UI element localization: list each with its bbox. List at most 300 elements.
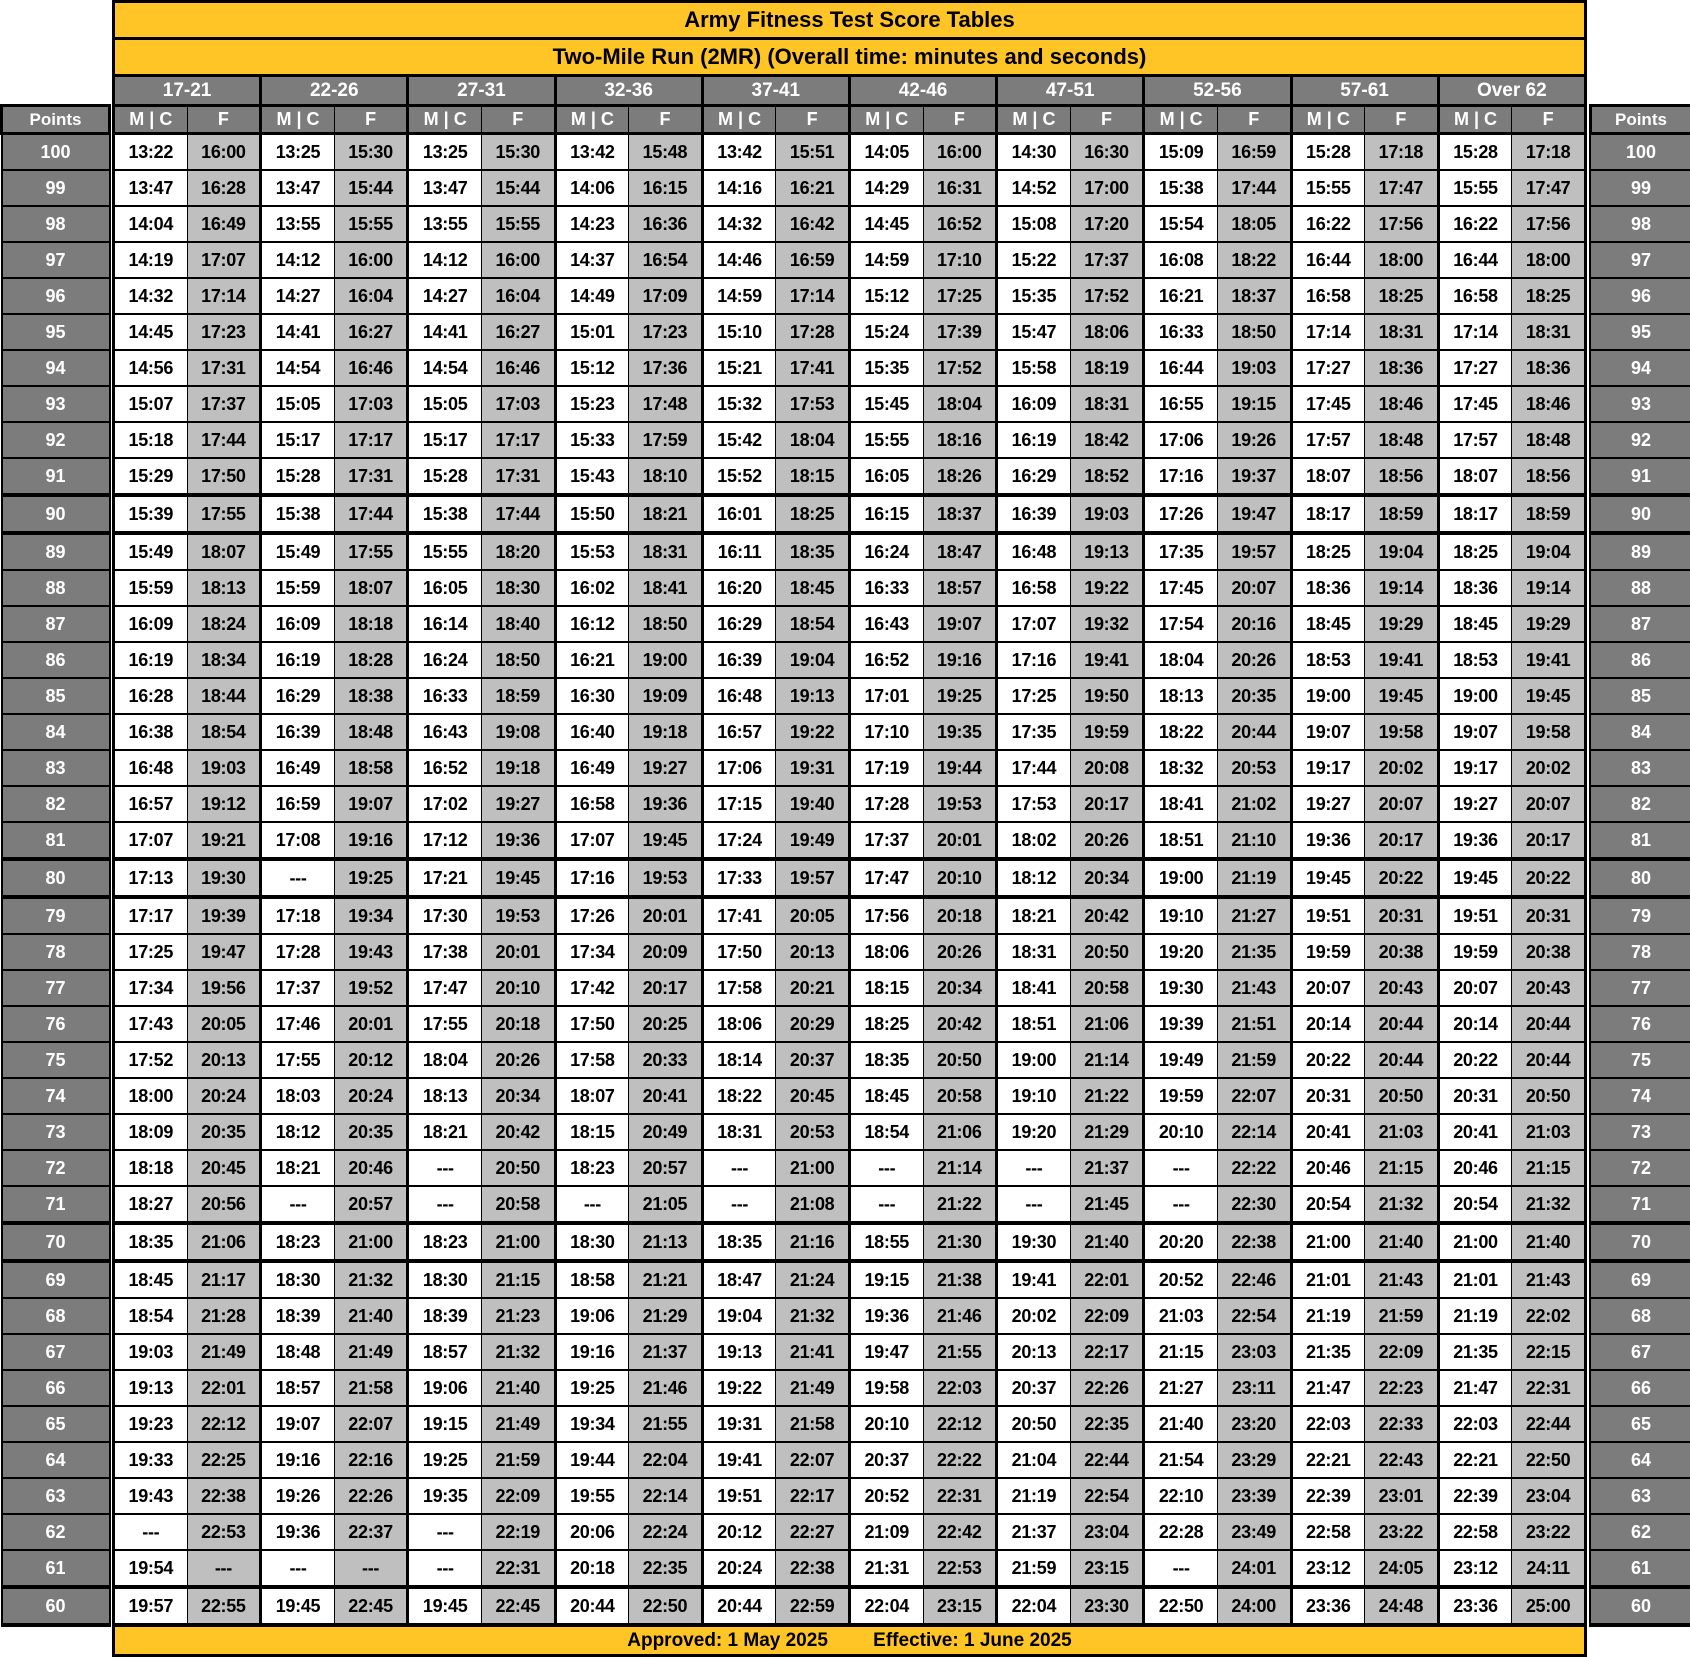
points-cell: 62 xyxy=(1590,1514,1690,1550)
time-cell: 20:41 xyxy=(1291,1114,1365,1150)
points-cell: 78 xyxy=(2,934,110,970)
time-cell: 15:24 xyxy=(849,314,923,350)
time-cell: 16:54 xyxy=(629,242,703,278)
time-cell: 15:44 xyxy=(481,170,555,206)
time-cell: 21:06 xyxy=(923,1114,997,1150)
time-cell: 16:31 xyxy=(923,170,997,206)
approved-date: Approved: 1 May 2025 xyxy=(627,1630,828,1651)
time-cell: 16:49 xyxy=(555,750,629,786)
time-cell: 22:44 xyxy=(1512,1406,1586,1442)
time-cell: 21:32 xyxy=(1365,1186,1439,1223)
female-column-header: F xyxy=(1070,106,1144,134)
time-cell: 17:12 xyxy=(408,822,482,859)
time-cell: 21:27 xyxy=(1144,1370,1218,1406)
time-cell: 19:16 xyxy=(334,822,408,859)
time-cell: 15:23 xyxy=(555,386,629,422)
time-cell: 17:17 xyxy=(114,897,188,934)
time-cell: 19:15 xyxy=(1217,386,1291,422)
time-cell: 19:59 xyxy=(1438,934,1512,970)
time-cell: 14:29 xyxy=(849,170,923,206)
time-cell: 19:30 xyxy=(187,859,261,897)
time-cell: 18:54 xyxy=(849,1114,923,1150)
time-cell: 18:12 xyxy=(261,1114,335,1150)
time-cell: 21:04 xyxy=(997,1442,1071,1478)
time-cell: 19:16 xyxy=(923,642,997,678)
time-cell: 15:32 xyxy=(702,386,776,422)
time-cell: 20:54 xyxy=(1438,1186,1512,1223)
time-cell: 19:56 xyxy=(187,970,261,1006)
time-cell: 14:05 xyxy=(849,134,923,171)
time-cell: 21:06 xyxy=(1070,1006,1144,1042)
time-cell: 18:59 xyxy=(1365,495,1439,533)
time-cell: 24:48 xyxy=(1365,1587,1439,1625)
time-cell: 19:29 xyxy=(1512,606,1586,642)
time-cell: 17:13 xyxy=(114,859,188,897)
time-cell: 19:50 xyxy=(1070,678,1144,714)
time-cell: 18:59 xyxy=(1512,495,1586,533)
time-cell: 18:51 xyxy=(1144,822,1218,859)
time-cell: 20:06 xyxy=(555,1514,629,1550)
time-cell: 13:47 xyxy=(408,170,482,206)
points-cell: 98 xyxy=(1590,206,1690,242)
time-cell: 23:36 xyxy=(1438,1587,1512,1625)
points-cell: 83 xyxy=(1590,750,1690,786)
time-cell: 21:38 xyxy=(923,1261,997,1298)
time-cell: 22:21 xyxy=(1438,1442,1512,1478)
time-cell: 16:57 xyxy=(702,714,776,750)
time-cell: 21:59 xyxy=(1365,1298,1439,1334)
time-cell: 21:46 xyxy=(923,1298,997,1334)
time-cell: 18:42 xyxy=(1070,422,1144,458)
time-cell: 18:35 xyxy=(702,1223,776,1261)
female-column-header: F xyxy=(1512,106,1586,134)
time-cell: 18:35 xyxy=(114,1223,188,1261)
time-cell: 19:18 xyxy=(481,750,555,786)
time-cell: 18:21 xyxy=(261,1150,335,1186)
time-cell: 16:15 xyxy=(629,170,703,206)
time-cell: 14:52 xyxy=(997,170,1071,206)
time-cell: 22:38 xyxy=(776,1550,850,1587)
time-cell: 18:17 xyxy=(1438,495,1512,533)
time-cell: 21:16 xyxy=(776,1223,850,1261)
time-cell: 20:57 xyxy=(334,1186,408,1223)
time-cell: 18:05 xyxy=(1217,206,1291,242)
time-cell: 21:35 xyxy=(1291,1334,1365,1370)
time-cell: 18:13 xyxy=(1144,678,1218,714)
time-cell: 20:50 xyxy=(997,1406,1071,1442)
time-cell: --- xyxy=(408,1550,482,1587)
time-cell: 25:00 xyxy=(1512,1587,1586,1625)
time-cell: 21:49 xyxy=(776,1370,850,1406)
time-cell: 16:52 xyxy=(408,750,482,786)
time-cell: 17:59 xyxy=(629,422,703,458)
time-cell: 20:22 xyxy=(1365,859,1439,897)
points-cell: 96 xyxy=(1590,278,1690,314)
time-cell: 20:50 xyxy=(481,1150,555,1186)
time-cell: 18:50 xyxy=(629,606,703,642)
age-group-header: 37-41 xyxy=(702,76,849,106)
time-cell: 20:38 xyxy=(1512,934,1586,970)
time-cell: 17:30 xyxy=(408,897,482,934)
time-cell: 18:54 xyxy=(114,1298,188,1334)
time-cell: 24:00 xyxy=(1217,1587,1291,1625)
time-cell: 15:54 xyxy=(1144,206,1218,242)
time-cell: 21:23 xyxy=(481,1298,555,1334)
points-cell: 87 xyxy=(2,606,110,642)
time-cell: 16:28 xyxy=(114,678,188,714)
time-cell: 20:57 xyxy=(629,1150,703,1186)
time-cell: 18:23 xyxy=(555,1150,629,1186)
points-cell: 67 xyxy=(2,1334,110,1370)
points-cell: 68 xyxy=(2,1298,110,1334)
time-cell: 14:41 xyxy=(261,314,335,350)
time-cell: 18:06 xyxy=(1070,314,1144,350)
time-cell: 17:34 xyxy=(555,934,629,970)
time-cell: 19:41 xyxy=(1512,642,1586,678)
time-cell: 22:59 xyxy=(776,1587,850,1625)
time-cell: 19:41 xyxy=(1070,642,1144,678)
time-cell: 22:27 xyxy=(776,1514,850,1550)
time-cell: 18:13 xyxy=(187,570,261,606)
time-cell: 18:45 xyxy=(849,1078,923,1114)
time-cell: 18:57 xyxy=(261,1370,335,1406)
time-cell: 21:32 xyxy=(334,1261,408,1298)
time-cell: 19:08 xyxy=(481,714,555,750)
time-cell: 23:36 xyxy=(1291,1587,1365,1625)
time-cell: 16:29 xyxy=(702,606,776,642)
time-cell: 21:00 xyxy=(334,1223,408,1261)
time-cell: 22:10 xyxy=(1144,1478,1218,1514)
time-cell: 21:55 xyxy=(923,1334,997,1370)
table-row xyxy=(2,1006,1690,1042)
time-cell: 16:29 xyxy=(261,678,335,714)
time-cell: 15:01 xyxy=(555,314,629,350)
points-cell: 60 xyxy=(1590,1587,1690,1625)
points-cell: 81 xyxy=(2,822,110,859)
time-cell: 15:59 xyxy=(114,570,188,606)
bottom-right-corner xyxy=(1590,1625,1690,1656)
time-cell: 17:36 xyxy=(629,350,703,386)
time-cell: 19:20 xyxy=(997,1114,1071,1150)
time-cell: 16:02 xyxy=(555,570,629,606)
subtitle-row xyxy=(2,39,1690,76)
time-cell: 20:38 xyxy=(1365,934,1439,970)
time-cell: 20:45 xyxy=(187,1150,261,1186)
time-cell: 21:14 xyxy=(1070,1042,1144,1078)
time-cell: 21:59 xyxy=(997,1550,1071,1587)
time-cell: 19:36 xyxy=(481,822,555,859)
time-cell: 19:58 xyxy=(1365,714,1439,750)
time-cell: 21:58 xyxy=(776,1406,850,1442)
time-cell: 13:25 xyxy=(261,134,335,171)
table-row xyxy=(2,314,1690,350)
points-cell: 94 xyxy=(1590,350,1690,386)
points-cell: 94 xyxy=(2,350,110,386)
time-cell: 16:22 xyxy=(1291,206,1365,242)
points-cell: 99 xyxy=(1590,170,1690,206)
table-row xyxy=(2,1514,1690,1550)
time-cell: 15:05 xyxy=(408,386,482,422)
time-cell: 19:36 xyxy=(1438,822,1512,859)
time-cell: 22:50 xyxy=(1512,1442,1586,1478)
time-cell: 18:20 xyxy=(481,533,555,570)
time-cell: 17:34 xyxy=(114,970,188,1006)
time-cell: 16:49 xyxy=(261,750,335,786)
time-cell: 22:01 xyxy=(1070,1261,1144,1298)
time-cell: 19:31 xyxy=(702,1406,776,1442)
time-cell: 21:43 xyxy=(1365,1261,1439,1298)
time-cell: 18:02 xyxy=(997,822,1071,859)
time-cell: --- xyxy=(187,1550,261,1587)
time-cell: 22:58 xyxy=(1438,1514,1512,1550)
time-cell: 22:55 xyxy=(187,1587,261,1625)
time-cell: 16:44 xyxy=(1438,242,1512,278)
time-cell: 18:13 xyxy=(408,1078,482,1114)
time-cell: 18:38 xyxy=(334,678,408,714)
male-column-header: M | C xyxy=(997,106,1071,134)
time-cell: 14:19 xyxy=(114,242,188,278)
time-cell: 21:46 xyxy=(629,1370,703,1406)
time-cell: 16:49 xyxy=(187,206,261,242)
time-cell: 23:30 xyxy=(1070,1587,1144,1625)
time-cell: 21:40 xyxy=(334,1298,408,1334)
time-cell: 18:06 xyxy=(702,1006,776,1042)
time-cell: 16:05 xyxy=(408,570,482,606)
time-cell: 20:18 xyxy=(481,1006,555,1042)
points-cell: 74 xyxy=(1590,1078,1690,1114)
time-cell: 16:58 xyxy=(1291,278,1365,314)
time-cell: 20:20 xyxy=(1144,1223,1218,1261)
time-cell: 19:59 xyxy=(1144,1078,1218,1114)
time-cell: 20:31 xyxy=(1291,1078,1365,1114)
time-cell: 15:29 xyxy=(114,458,188,495)
time-cell: 17:42 xyxy=(555,970,629,1006)
time-cell: 20:09 xyxy=(629,934,703,970)
time-cell: 19:36 xyxy=(1291,822,1365,859)
time-cell: 17:08 xyxy=(261,822,335,859)
time-cell: 18:00 xyxy=(1512,242,1586,278)
time-cell: 21:47 xyxy=(1291,1370,1365,1406)
time-cell: 19:18 xyxy=(629,714,703,750)
time-cell: 19:21 xyxy=(187,822,261,859)
time-cell: --- xyxy=(1144,1550,1218,1587)
time-cell: 21:15 xyxy=(1512,1150,1586,1186)
time-cell: 16:39 xyxy=(261,714,335,750)
time-cell: 21:00 xyxy=(1291,1223,1365,1261)
time-cell: 19:22 xyxy=(702,1370,776,1406)
time-cell: 18:37 xyxy=(923,495,997,533)
time-cell: 16:15 xyxy=(849,495,923,533)
time-cell: 22:46 xyxy=(1217,1261,1291,1298)
table-row xyxy=(2,1587,1690,1625)
time-cell: 16:44 xyxy=(1291,242,1365,278)
time-cell: 19:10 xyxy=(997,1078,1071,1114)
time-cell: 14:45 xyxy=(114,314,188,350)
time-cell: 19:30 xyxy=(1144,970,1218,1006)
time-cell: 16:46 xyxy=(334,350,408,386)
time-cell: 19:45 xyxy=(408,1587,482,1625)
time-cell: 19:07 xyxy=(923,606,997,642)
time-cell: 23:01 xyxy=(1365,1478,1439,1514)
time-cell: 14:12 xyxy=(408,242,482,278)
time-cell: 17:46 xyxy=(261,1006,335,1042)
time-cell: 15:09 xyxy=(1144,134,1218,171)
time-cell: 18:03 xyxy=(261,1078,335,1114)
time-cell: 19:03 xyxy=(187,750,261,786)
points-cell: 88 xyxy=(2,570,110,606)
time-cell: 14:59 xyxy=(849,242,923,278)
time-cell: 19:36 xyxy=(629,786,703,822)
time-cell: 19:12 xyxy=(187,786,261,822)
time-cell: 15:45 xyxy=(849,386,923,422)
time-cell: 15:28 xyxy=(261,458,335,495)
points-cell: 76 xyxy=(1590,1006,1690,1042)
time-cell: 16:04 xyxy=(334,278,408,314)
time-cell: 21:15 xyxy=(1365,1150,1439,1186)
time-cell: 21:40 xyxy=(481,1370,555,1406)
time-cell: 21:51 xyxy=(1217,1006,1291,1042)
time-cell: 18:36 xyxy=(1365,350,1439,386)
time-cell: 22:09 xyxy=(1365,1334,1439,1370)
time-cell: 22:26 xyxy=(1070,1370,1144,1406)
time-cell: 21:58 xyxy=(334,1370,408,1406)
points-cell: 73 xyxy=(1590,1114,1690,1150)
time-cell: 21:54 xyxy=(1144,1442,1218,1478)
time-cell: 18:37 xyxy=(1217,278,1291,314)
approval-footer-row xyxy=(2,1625,1690,1656)
time-cell: 20:44 xyxy=(702,1587,776,1625)
time-cell: 20:46 xyxy=(334,1150,408,1186)
time-cell: 17:54 xyxy=(1144,606,1218,642)
time-cell: 18:22 xyxy=(1217,242,1291,278)
time-cell: 19:45 xyxy=(1438,859,1512,897)
time-cell: 18:34 xyxy=(187,642,261,678)
time-cell: 19:26 xyxy=(261,1478,335,1514)
points-cell: 99 xyxy=(2,170,110,206)
time-cell: 19:06 xyxy=(555,1298,629,1334)
time-cell: 20:07 xyxy=(1217,570,1291,606)
time-cell: 20:34 xyxy=(923,970,997,1006)
time-cell: 19:49 xyxy=(1144,1042,1218,1078)
time-cell: 14:23 xyxy=(555,206,629,242)
time-cell: 20:12 xyxy=(702,1514,776,1550)
time-cell: 16:48 xyxy=(997,533,1071,570)
time-cell: 15:55 xyxy=(334,206,408,242)
time-cell: 20:46 xyxy=(1438,1150,1512,1186)
time-cell: 15:28 xyxy=(1438,134,1512,171)
time-cell: 19:20 xyxy=(1144,934,1218,970)
time-cell: 16:24 xyxy=(408,642,482,678)
time-cell: 20:37 xyxy=(776,1042,850,1078)
time-cell: 16:22 xyxy=(1438,206,1512,242)
points-cell: 77 xyxy=(1590,970,1690,1006)
time-cell: 19:44 xyxy=(923,750,997,786)
points-cell: 73 xyxy=(2,1114,110,1150)
table-row xyxy=(2,1261,1690,1298)
time-cell: 18:31 xyxy=(1070,386,1144,422)
time-cell: 16:39 xyxy=(997,495,1071,533)
time-cell: 19:13 xyxy=(776,678,850,714)
time-cell: 17:31 xyxy=(481,458,555,495)
time-cell: 19:22 xyxy=(1070,570,1144,606)
time-cell: 20:26 xyxy=(923,934,997,970)
time-cell: 22:07 xyxy=(776,1442,850,1478)
time-cell: 19:25 xyxy=(334,859,408,897)
time-cell: 18:30 xyxy=(555,1223,629,1261)
time-cell: 17:16 xyxy=(1144,458,1218,495)
time-cell: 20:13 xyxy=(997,1334,1071,1370)
table-row xyxy=(2,1078,1690,1114)
time-cell: --- xyxy=(555,1186,629,1223)
time-cell: 22:17 xyxy=(1070,1334,1144,1370)
time-cell: 16:42 xyxy=(776,206,850,242)
time-cell: 21:15 xyxy=(481,1261,555,1298)
time-cell: 19:41 xyxy=(997,1261,1071,1298)
time-cell: 22:22 xyxy=(923,1442,997,1478)
points-cell: 72 xyxy=(1590,1150,1690,1186)
points-cell: 78 xyxy=(1590,934,1690,970)
time-cell: 17:37 xyxy=(187,386,261,422)
time-cell: 21:31 xyxy=(849,1550,923,1587)
time-cell: 17:14 xyxy=(1438,314,1512,350)
time-cell: 17:18 xyxy=(1512,134,1586,171)
time-cell: 14:54 xyxy=(408,350,482,386)
male-column-header: M | C xyxy=(408,106,482,134)
time-cell: 18:31 xyxy=(629,533,703,570)
table-row xyxy=(2,786,1690,822)
points-cell: 100 xyxy=(2,134,110,171)
time-cell: 18:21 xyxy=(997,897,1071,934)
time-cell: 21:03 xyxy=(1365,1114,1439,1150)
time-cell: 16:33 xyxy=(408,678,482,714)
points-cell: 96 xyxy=(2,278,110,314)
time-cell: 13:42 xyxy=(702,134,776,171)
time-cell: 18:07 xyxy=(1438,458,1512,495)
points-cell: 71 xyxy=(1590,1186,1690,1223)
points-cell: 80 xyxy=(1590,859,1690,897)
time-cell: 20:34 xyxy=(1070,859,1144,897)
time-cell: 18:39 xyxy=(261,1298,335,1334)
time-cell: 20:10 xyxy=(1144,1114,1218,1150)
time-cell: 21:08 xyxy=(776,1186,850,1223)
time-cell: --- xyxy=(261,859,335,897)
time-cell: 20:14 xyxy=(1291,1006,1365,1042)
points-cell: 95 xyxy=(2,314,110,350)
time-cell: 18:07 xyxy=(555,1078,629,1114)
points-cell: 93 xyxy=(1590,386,1690,422)
time-cell: 18:40 xyxy=(481,606,555,642)
time-cell: 20:10 xyxy=(923,859,997,897)
time-cell: 19:26 xyxy=(1217,422,1291,458)
points-cell: 88 xyxy=(1590,570,1690,606)
time-cell: 20:01 xyxy=(334,1006,408,1042)
time-cell: 19:00 xyxy=(997,1042,1071,1078)
time-cell: 16:11 xyxy=(702,533,776,570)
age-group-header: 47-51 xyxy=(997,76,1144,106)
points-cell: 85 xyxy=(1590,678,1690,714)
table-row xyxy=(2,1550,1690,1587)
time-cell: 18:56 xyxy=(1512,458,1586,495)
points-cell: 68 xyxy=(1590,1298,1690,1334)
time-cell: 21:43 xyxy=(1217,970,1291,1006)
table-row xyxy=(2,570,1690,606)
time-cell: --- xyxy=(702,1186,776,1223)
time-cell: 16:58 xyxy=(997,570,1071,606)
time-cell: 20:13 xyxy=(187,1042,261,1078)
time-cell: 13:55 xyxy=(261,206,335,242)
time-cell: 18:12 xyxy=(997,859,1071,897)
time-cell: 19:15 xyxy=(408,1406,482,1442)
